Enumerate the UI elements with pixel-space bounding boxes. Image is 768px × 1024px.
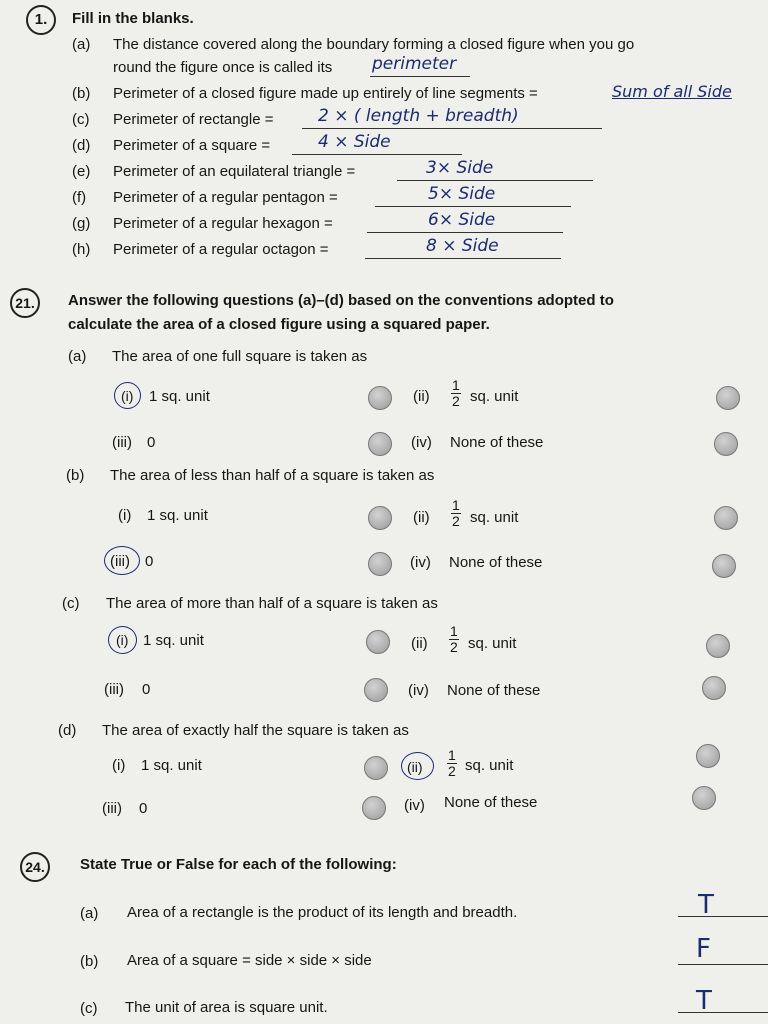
q1-a-answer: perimeter: [372, 54, 457, 74]
q24-b-label: (b): [80, 953, 99, 970]
q21-b-opt3-text: 0: [145, 553, 154, 570]
q21-title-line1: Answer the following questions (a)–(d) based on the conventions adopted to: [68, 292, 614, 309]
radio-d-ii[interactable]: [696, 744, 720, 768]
q1-d-text: Perimeter of a square =: [113, 137, 271, 154]
q21-a-opt4-label: (iv): [411, 434, 432, 451]
question-number-24: 24.: [20, 852, 50, 882]
q21-c-opt1-label: (i): [116, 632, 129, 648]
q1-g-label: (g): [72, 215, 91, 232]
q1-a-text2: round the figure once is called its: [113, 59, 333, 76]
q21-b-opt2-label: (ii): [413, 509, 430, 526]
q1-c-label: (c): [72, 111, 90, 128]
q1-h-answer: 8 × Side: [426, 236, 499, 256]
q1-title: Fill in the blanks.: [72, 10, 194, 27]
q1-g-text: Perimeter of a regular hexagon =: [113, 215, 333, 232]
q21-b-text: The area of less than half of a square is taken as: [110, 467, 435, 484]
q21-d-opt3-label: (iii): [102, 800, 122, 817]
q1-a-label: (a): [72, 36, 91, 53]
q21-d-opt4-text: None of these: [444, 794, 538, 811]
radio-c-iv[interactable]: [702, 676, 726, 700]
q21-d-label: (d): [58, 722, 77, 739]
q21-d-opt2-text: sq. unit: [465, 757, 514, 774]
q21-b-opt1-text: 1 sq. unit: [147, 507, 208, 524]
selected-answer-circle: [114, 382, 141, 409]
q21-a-opt3-label: (iii): [112, 434, 132, 451]
selected-answer-circle: [401, 752, 434, 780]
selected-answer-circle: [108, 626, 137, 654]
q24-b-text: Area of a square = side × side × side: [127, 952, 372, 969]
q1-d-answer: 4 × Side: [318, 132, 391, 152]
q24-c-text: The unit of area is square unit.: [125, 999, 328, 1016]
q24-a-text: Area of a rectangle is the product of its length and breadth.: [127, 904, 518, 921]
q21-d-opt3-text: 0: [139, 800, 148, 817]
q21-d-text: The area of exactly half the square is taken as: [102, 722, 409, 739]
q1-c-answer: 2 × ( length + breadth): [318, 106, 519, 126]
q1-e-answer: 3× Side: [426, 158, 494, 178]
q21-a-opt2-text: sq. unit: [470, 388, 519, 405]
q21-title-line2: calculate the area of a closed figure using a squared paper.: [68, 316, 490, 333]
radio-a-iv[interactable]: [714, 432, 738, 456]
q1-f-label: (f): [72, 189, 87, 206]
question-number-21: 21.: [10, 288, 40, 318]
q21-c-label: (c): [62, 595, 80, 612]
fraction-half: $\frac{1}{2}$: [452, 377, 460, 409]
q1-d-label: (d): [72, 137, 91, 154]
q21-b-opt1-label: (i): [118, 507, 132, 524]
radio-a-ii[interactable]: [716, 386, 740, 410]
radio-d-iv[interactable]: [692, 786, 716, 810]
q1-b-label: (b): [72, 85, 91, 102]
q24-a-answer: T: [698, 890, 714, 920]
q21-c-opt2-label: (ii): [411, 635, 428, 652]
q21-b-opt4-label: (iv): [410, 554, 431, 571]
radio-c-i[interactable]: [366, 630, 390, 654]
radio-d-i[interactable]: [364, 756, 388, 780]
fraction-half: $\frac{1}{2}$: [452, 497, 460, 529]
q24-c-answer: T: [696, 986, 712, 1016]
q21-c-opt4-label: (iv): [408, 682, 429, 699]
q21-a-opt2-label: (ii): [413, 388, 430, 405]
q1-b-answer: Sum of all Side: [612, 82, 732, 101]
radio-c-iii[interactable]: [364, 678, 388, 702]
q21-b-opt3-label: (iii): [110, 553, 130, 570]
radio-b-iii[interactable]: [368, 552, 392, 576]
radio-c-ii[interactable]: [706, 634, 730, 658]
radio-d-iii[interactable]: [362, 796, 386, 820]
q1-e-label: (e): [72, 163, 91, 180]
q21-a-opt3-text: 0: [147, 434, 156, 451]
q24-b-answer: F: [696, 934, 711, 964]
radio-a-i[interactable]: [368, 386, 392, 410]
q21-c-opt3-text: 0: [142, 681, 151, 698]
q1-f-text: Perimeter of a regular pentagon =: [113, 189, 338, 206]
q21-b-opt2-text: sq. unit: [470, 509, 519, 526]
radio-a-iii[interactable]: [368, 432, 392, 456]
q1-h-label: (h): [72, 241, 91, 258]
q21-d-opt1-label: (i): [112, 757, 126, 774]
q1-h-text: Perimeter of a regular octagon =: [113, 241, 329, 258]
fraction-half: $\frac{1}{2}$: [448, 747, 456, 779]
q1-e-text: Perimeter of an equilateral triangle =: [113, 163, 356, 180]
q1-b-text: Perimeter of a closed figure made up entirely of line segments =: [113, 85, 538, 102]
q21-a-opt1-label: (i): [121, 388, 134, 404]
q24-c-label: (c): [80, 1000, 98, 1017]
q21-a-label: (a): [68, 348, 87, 365]
q1-c-text: Perimeter of rectangle =: [113, 111, 274, 128]
q1-f-answer: 5× Side: [428, 184, 496, 204]
q21-c-opt4-text: None of these: [447, 682, 541, 699]
q21-b-label: (b): [66, 467, 85, 484]
radio-b-ii[interactable]: [714, 506, 738, 530]
q21-a-text: The area of one full square is taken as: [112, 348, 368, 365]
q21-a-opt4-text: None of these: [450, 434, 544, 451]
question-number-1: 1.: [26, 5, 56, 35]
q21-b-opt4-text: None of these: [449, 554, 543, 571]
q24-title: State True or False for each of the following:: [80, 856, 397, 873]
q1-g-answer: 6× Side: [428, 210, 496, 230]
q21-c-opt1-text: 1 sq. unit: [143, 632, 204, 649]
q21-a-opt1-text: 1 sq. unit: [149, 388, 210, 405]
q24-a-label: (a): [80, 905, 99, 922]
radio-b-i[interactable]: [368, 506, 392, 530]
selected-answer-circle: [104, 546, 140, 575]
q21-c-opt3-label: (iii): [104, 681, 124, 698]
radio-b-iv[interactable]: [712, 554, 736, 578]
fraction-half: $\frac{1}{2}$: [450, 623, 458, 655]
q21-c-text: The area of more than half of a square is taken as: [106, 595, 438, 612]
q21-d-opt2-label: (ii): [407, 759, 423, 775]
q21-d-opt1-text: 1 sq. unit: [141, 757, 202, 774]
q21-d-opt4-label: (iv): [404, 797, 425, 814]
q21-c-opt2-text: sq. unit: [468, 635, 517, 652]
q1-a-text1: The distance covered along the boundary forming a closed figure when you go: [113, 36, 635, 53]
